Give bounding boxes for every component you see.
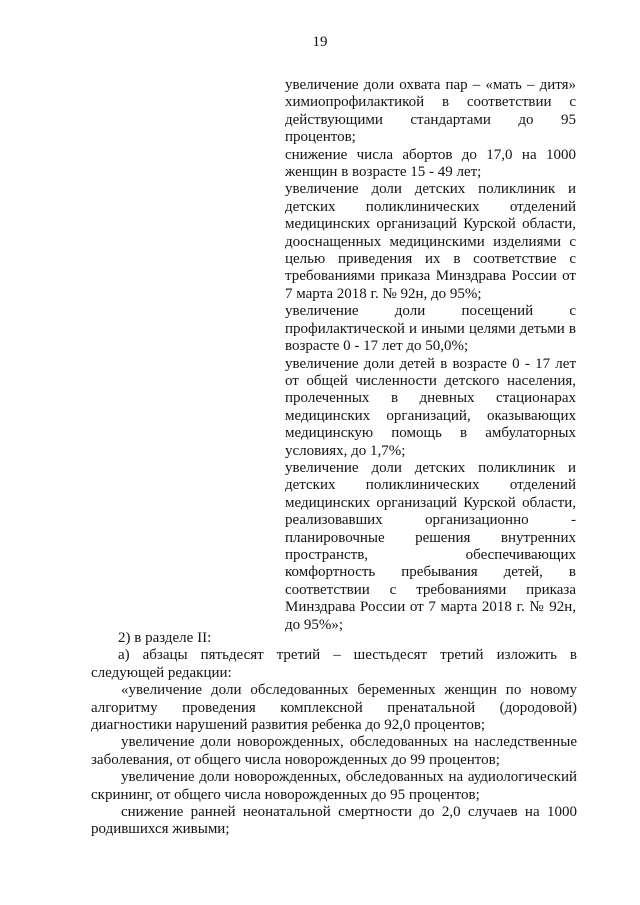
amendment-paragraph: увеличение доли посещений с профилактической и иными целями детьми в возрасте 0 - 17 лет до 50,0%; (285, 303, 576, 355)
list-item-section-2: 2) в разделе II: (118, 630, 212, 646)
amendment-paragraph: увеличение доли охвата пар – «мать – дитя» химиопрофилактикой в соответствии с действующими стандартами до 95 процентов; (285, 77, 576, 146)
amendment-text-column (285, 77, 576, 634)
page-number: 19 (312, 34, 328, 50)
amendment-paragraph: увеличение доли детей в возрасте 0 - 17 лет от общей численности детского населения, пролеченных в дневных стационарах медицинских организаций, оказывающих медицинскую помощь в амбулаторных условиях, до 1,7%; (285, 355, 576, 459)
body-paragraph: увеличение доли новорожденных, обследованных на аудиологический скрининг, от общего числа новорожденных до 95 процентов; (91, 769, 577, 803)
body-paragraph: снижение ранней неонатальной смертности до 2,0 случаев на 1000 родившихся живыми; (91, 804, 577, 838)
main-text-block (91, 630, 577, 839)
body-paragraph: «увеличение доли обследованных беременных женщин по новому алгоритму проведения комплексной пренатальной (дородовой) диагностики нарушений развития ребенка до 92,0 процентов; (91, 682, 577, 734)
amendment-paragraph: увеличение доли детских поликлиник и детских поликлинических отделений медицинских организаций Курской области, дооснащенных медицинскими изделиями с целью приведения их в соответствие с требованиями приказа Минздрава России от 7 марта 2018 г. № 92н, до 95%; (285, 181, 576, 302)
list-item-paragraphs-a: а) абзацы пятьдесят третий – шестьдесят третий изложить в следующей редакции: (91, 647, 577, 681)
amendment-paragraph: увеличение доли детских поликлиник и детских поликлинических отделений медицинских организаций Курской области, реализовавших организационно - планировочные решения внутренних пространств, обеспечивающих комфортность пребывания детей, в соответствии с требованиями приказа Минздрава России от 7 марта 2018 г. № 92н, до 95%»; (285, 459, 576, 633)
amendment-paragraph: снижение числа абортов до 17,0 на 1000 женщин в возрасте 15 - 49 лет; (285, 146, 576, 181)
body-paragraph: увеличение доли новорожденных, обследованных на наследственные заболевания, от общего числа новорожденных до 99 процентов; (91, 734, 577, 768)
